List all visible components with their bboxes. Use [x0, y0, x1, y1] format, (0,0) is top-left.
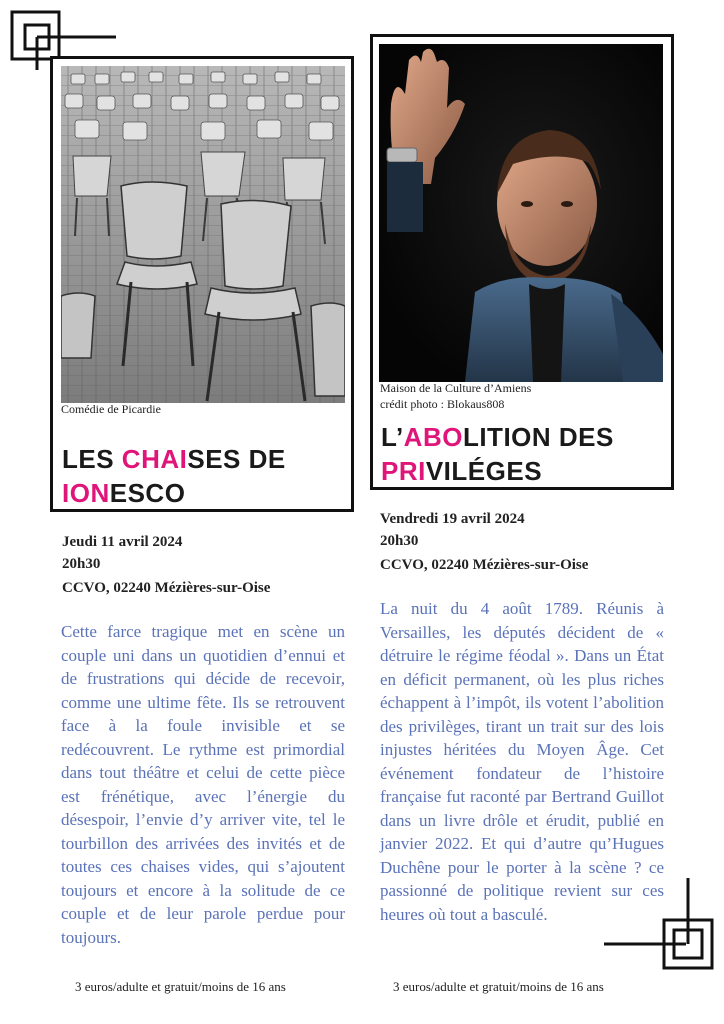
- photo-credit: [380, 380, 531, 412]
- event-time: 20h30: [62, 556, 101, 572]
- portrait-photo: [379, 44, 663, 382]
- event-description: Cette farce tragique met en scène un couple uni dans un quotidien d’ennui et de frustrations qui décide de recevoir, comme une ultime fête. Ils se retrouvent face à la foule invisible et se redécouvrent. Le rythme est primordial dans tout théâtre et celui de cette pièce est frénétique, avec l’énergie du désespoir, l’envie d’y arriver vite, tel le tourbillon des arrivées des invités et de toutes ces chaises vides, qui s’ajoutent toujours et encore à la solitude de ce couple et de leur parole perdue pour toujours.: [61, 622, 345, 947]
- corner-ornament-bottom-right: [604, 872, 724, 982]
- price-note: 3 euros/adulte et gratuit/moins de 16 ans: [75, 979, 286, 994]
- price-note: 3 euros/adulte et gratuit/moins de 16 ans: [393, 979, 604, 994]
- event-description: La nuit du 4 août 1789. Réunis à Versailles, les députés décident de « détruire le régime féodal ». Dans un État en déficit permanent, où les plus riches échappent à l’impôt, ils votent l’abolition des privilèges, tirant un trait sur des lois injustes héritées du Moyen Âge. Cet événement fondateur de l’histoire française fut raconté par Bertrand Guillot dans un livre drôle et érudit, publié en janvier 2022. Et qui d’autre qu’Hugues Duchêne pour le porter à la scène ? ce passionné de politique revient sur ces heures où tout a basculé.: [380, 599, 664, 924]
- event-date: Jeudi 11 avril 2024: [62, 534, 183, 550]
- photo-credit-line: crédit photo : Blokaus808: [380, 397, 505, 411]
- event-title: L’ABOLITION DES PRIVILÉGES: [381, 422, 614, 486]
- photo-caption: Comédie de Picardie: [61, 402, 161, 416]
- event-details: [380, 508, 588, 576]
- event-title: LES CHAISES DE IONESCO: [62, 444, 286, 508]
- event-date: Vendredi 19 avril 2024: [380, 511, 525, 527]
- chairs-photo: [61, 66, 345, 403]
- event-venue: CCVO, 02240 Mézières-sur-Oise: [380, 557, 589, 573]
- event-time: 20h30: [380, 533, 419, 549]
- event-details: [62, 531, 270, 599]
- event-venue: CCVO, 02240 Mézières-sur-Oise: [62, 580, 271, 596]
- venue-caption: Maison de la Culture d’Amiens: [380, 381, 532, 395]
